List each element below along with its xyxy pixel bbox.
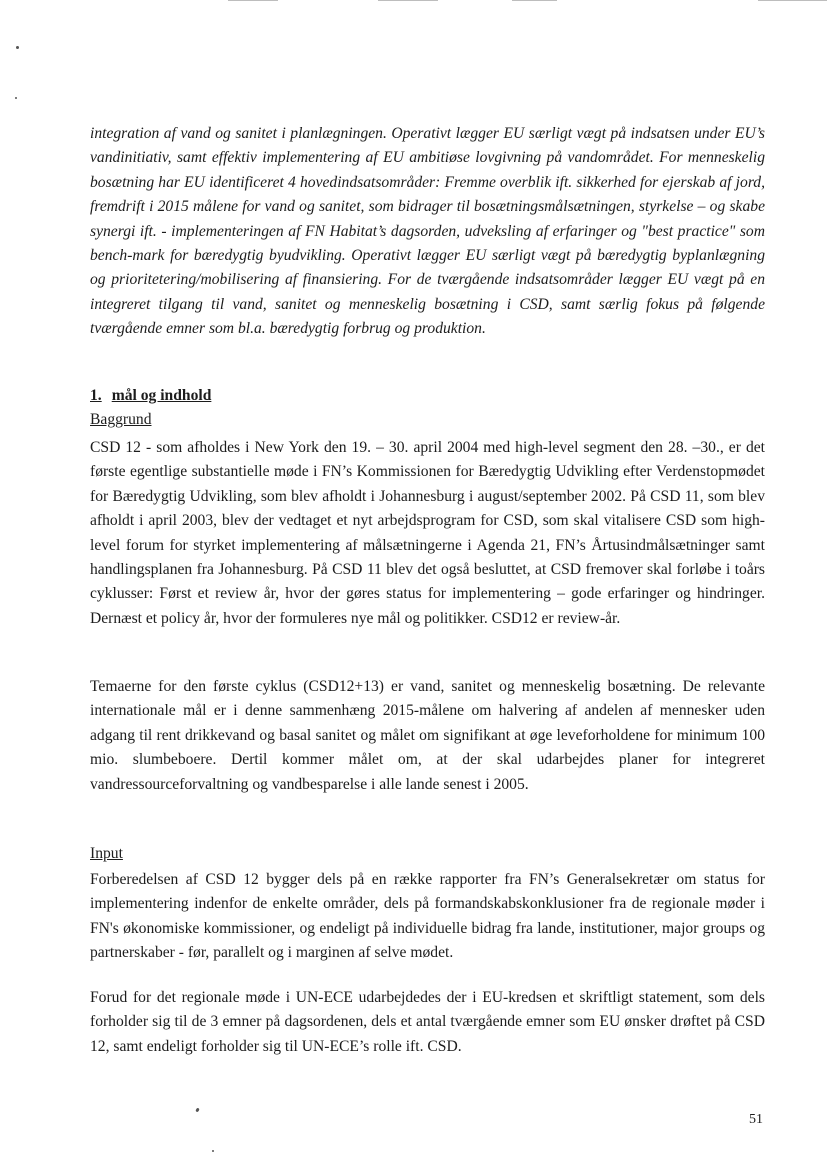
subheading-baggrund: Baggrund — [90, 411, 152, 428]
scan-speck — [195, 1108, 200, 1113]
section-title: mål og indhold — [111, 387, 212, 404]
scan-speck — [16, 46, 19, 49]
scan-speck — [15, 97, 17, 99]
paragraph-temaer: Temaerne for den første cyklus (CSD12+13) er vand, sanitet og menneskelig bosætning. De relevante internationale mål er i denne sammenhæng 2015-målene om halvering af andelen af mennesker uden adgang til rent drikkevand og basal sanitet og målet om signifikant at øge leveforholdene for minimum 100 mio. slumbeboere. Dertil kommer målet om, at der skal udarbejdes planer for integreret vandressourceforvaltning og vandbesparelse i alle lande senest i 2005. — [90, 678, 765, 793]
section-number: 1. — [90, 387, 102, 404]
scan-speck — [212, 1150, 214, 1152]
page-number: 51 — [749, 1112, 763, 1127]
paragraph-baggrund: CSD 12 - som afholdes i New York den 19. – 30. april 2004 med high-level segment den 28. –30., er det første egentlige substantielle møde i FN’s Kommissionen for Bæredygtig Udvikling efter Verdenstopmødet for Bæredygtig Udvikling, som blev afholdt i Johannesburg i august/september 2002. På CSD 11, som blev afholdt i april 2003, blev der vedtaget et nyt arbejdsprogram for CSD, som skal vitalisere CSD som high-level forum for styrket implementering af målsætningerne i Agenda 21, FN’s Årtusindmålsætninger samt handlingsplanen fra Johannesburg. På CSD 11 blev det også besluttet, at CSD fremover skal forløbe i toårs cyklusser: Først et review år, hvor der gøres status for implementering – gode erfaringer og hindringer. Dernæst et policy år, hvor der formuleres nye mål og politikker. CSD12 er review-år. — [90, 439, 765, 627]
scan-edge-line — [512, 0, 557, 1]
scan-edge-line — [378, 0, 438, 1]
intro-paragraph: integration af vand og sanitet i planlægningen. Operativt lægger EU særligt vægt på indsatsen under EU’s vandinitiativ, samt effektiv implementering af EU ambitiøse lovgivning på vandområdet. For menneskelig bosætning har EU identificeret 4 hovedindsatsområder: Fremme overblik ift. sikkerhed for ejerskab af jord, fremdrift i 2015 målene for vand og sanitet, som bidrager til bosætningsmålsætningen, styrkelse – og skabe synergi ift. - implementeringen af FN Habitat’s dagsorden, udveksling af erfaringer og "best practice" som bench-mark for bæredygtig byudvikling. Operativt lægger EU særligt vægt på bæredygtig byplanlægning og prioritetering/mobilisering af finansiering. For de tværgående indsatsområder lægger EU vægt på en integreret tilgang til vand, sanitet og menneskelig bosætning i CSD, samt særlig fokus på følgende tværgående emner som bl.a. bæredygtig forbrug og produktion. — [90, 125, 765, 338]
paragraph-input: Forberedelsen af CSD 12 bygger dels på en række rapporter fra FN’s Generalsekretær om status for implementering indenfor de enkelte områder, dels på formandskabskonklusioner fra de regionale møder i FN's økonomiske kommissioner, og endeligt på individuelle bidrag fra lande, institutioner, major groups og partnerskaber - før, parallelt og i marginen af selve mødet. — [90, 871, 765, 962]
scan-edge-line — [758, 0, 827, 1]
scan-edge-line — [228, 0, 278, 1]
subheading-input: Input — [90, 845, 123, 862]
paragraph-regional: Forud for det regionale møde i UN-ECE udarbejdedes der i EU-kredsen et skriftligt statement, som dels forholder sig til de 3 emner på dagsordenen, dels et antal tværgående emner som EU ønsker drøftet på CSD 12, samt endeligt forholder sig til UN-ECE’s rolle ift. CSD. — [90, 989, 765, 1055]
section-heading — [90, 387, 211, 405]
